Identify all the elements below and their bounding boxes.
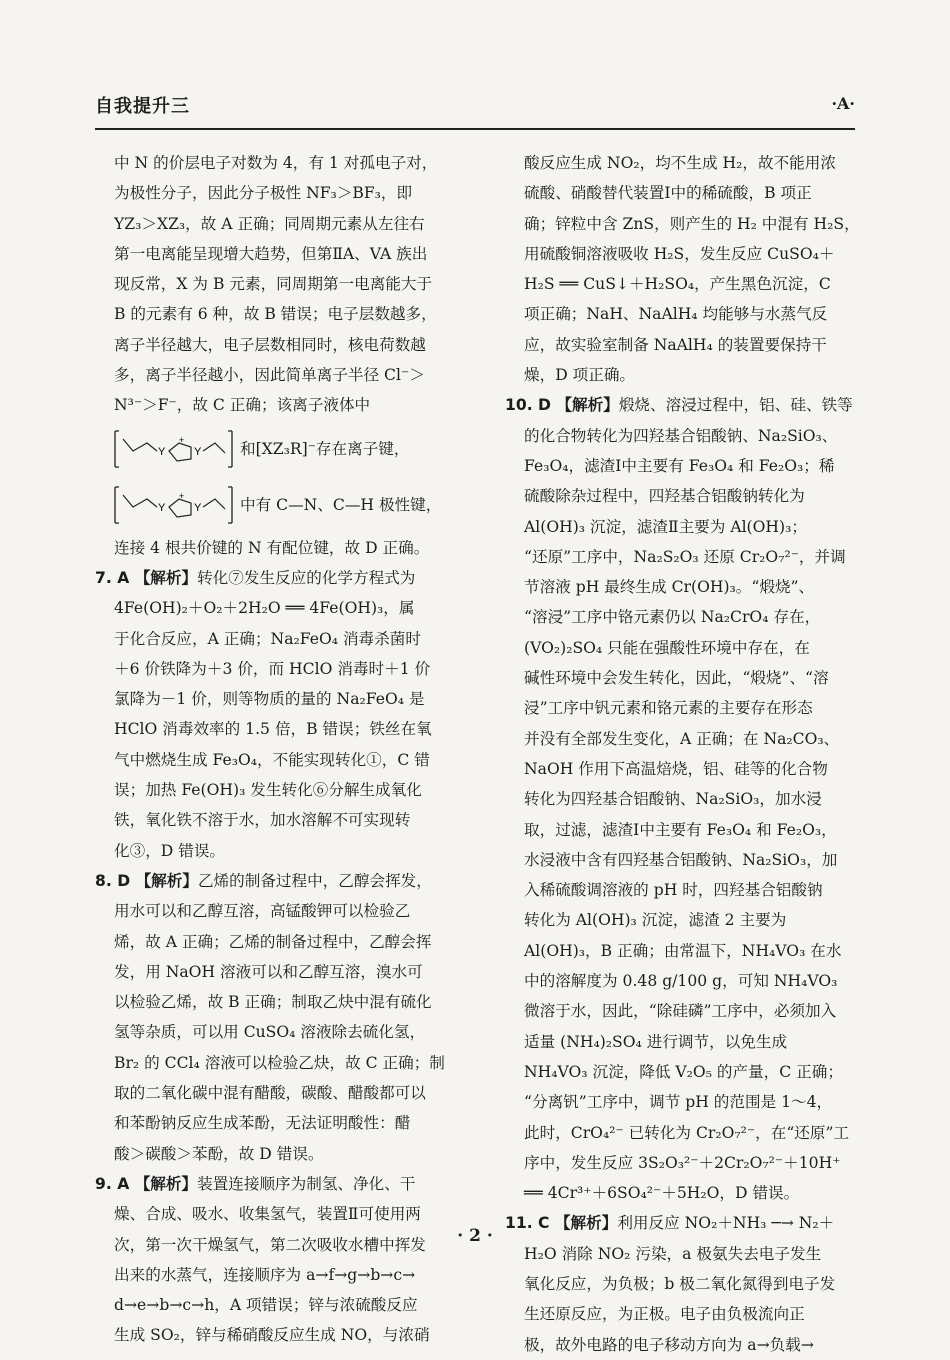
answer-text: 煅烧、溶浸过程中，铝、硅、铁等 bbox=[618, 396, 853, 415]
text-line: 以检验乙烯，故 B 正确；制取乙炔中混有硫化 bbox=[114, 993, 432, 1012]
answer-label: 7. A 【解析】 bbox=[95, 568, 198, 587]
svg-text:Y: Y bbox=[194, 445, 202, 458]
text-line: 生还原反应，为正极。电子由负极流向正 bbox=[524, 1305, 805, 1324]
answer-7-first-line bbox=[95, 563, 475, 593]
ionic-liquid-structure-2 bbox=[95, 477, 475, 533]
text-line: H₂S ══ CuS↓＋H₂SO₄，产生黑色沉淀，C bbox=[524, 275, 831, 294]
text-line: NaOH 作用下高温焙烧，铝、硅等的化合物 bbox=[524, 759, 828, 778]
text-line: 气中燃烧生成 Fe₃O₄，不能实现转化①，C 错 bbox=[114, 750, 430, 769]
text-line: Br₂ 的 CCl₄ 溶液可以检验乙炔，故 C 正确；制 bbox=[114, 1053, 445, 1072]
text-line: 发，用 NaOH 溶液可以和乙醇互溶，溴水可 bbox=[114, 962, 423, 981]
answer-9-first-line bbox=[95, 1169, 475, 1199]
text-line: 酸＞碳酸＞苯酚，故 D 错误。 bbox=[114, 1144, 324, 1163]
text-line: 误；加热 Fe(OH)₃ 发生转化⑥分解生成氧化 bbox=[114, 781, 422, 800]
answer-text: 乙烯的制备过程中，乙醇会挥发， bbox=[197, 871, 432, 890]
text-line: 化③，D 错误。 bbox=[114, 841, 226, 860]
text-line: 硫酸、硝酸替代装置Ⅰ中的稀硫酸，B 项正 bbox=[524, 184, 812, 203]
text-line: 适量 (NH₄)₂SO₄ 进行调节，以免生成 bbox=[524, 1032, 788, 1051]
cation-structure-diagram bbox=[111, 425, 236, 473]
svg-text:+: + bbox=[179, 434, 185, 445]
answer-label: 10. D 【解析】 bbox=[505, 396, 619, 415]
text-line: N³⁻＞F⁻，故 C 正确；该离子液体中 bbox=[114, 396, 371, 415]
text-line: H₂O 消除 NO₂ 污染，a 极氨失去电子发生 bbox=[524, 1244, 822, 1263]
text-line: 现反常，X 为 B 元素，同周期第一电离能大于 bbox=[114, 275, 433, 294]
text-line: 铁，氧化铁不溶于水，加水溶解不可实现转 bbox=[114, 811, 411, 830]
answer-text: 转化⑦发生反应的化学方程式为 bbox=[197, 568, 416, 587]
text-line: Fe₃O₄，滤渣Ⅰ中主要有 Fe₃O₄ 和 Fe₂O₃；稀 bbox=[524, 456, 835, 475]
text-line: 出来的水蒸气，连接顺序为 a→f→g→b→c→ bbox=[114, 1265, 416, 1284]
text-line: 燥，D 项正确。 bbox=[524, 366, 636, 385]
text-line: 燥、合成、吸水、收集氢气，装置Ⅱ可使用两 bbox=[114, 1205, 421, 1224]
text-line: “溶浸”工序中铬元素仍以 Na₂CrO₄ 存在， bbox=[524, 608, 821, 627]
svg-text:Y: Y bbox=[158, 501, 166, 514]
text-line: 节溶液 pH 最终生成 Cr(OH)₃。“煅烧”、 bbox=[524, 578, 815, 597]
text-line: YZ₃＞XZ₃，故 A 正确；同周期元素从左往右 bbox=[114, 214, 425, 233]
text-line: 的化合物转化为四羟基合铝酸钠、Na₂SiO₃、 bbox=[524, 426, 838, 445]
text-line: ＋6 价铁降为＋3 价，而 HClO 消毒时＋1 价 bbox=[114, 659, 431, 678]
text-line: 多，离子半径越小，因此简单离子半径 Cl⁻＞ bbox=[114, 366, 425, 385]
text-line: 序中，发生反应 3S₂O₃²⁻＋2Cr₂O₇²⁻＋10H⁺ bbox=[524, 1153, 841, 1172]
text-line: (VO₂)₂SO₄ 只能在强酸性环境中存在，在 bbox=[524, 638, 810, 657]
answer-text: 利用反应 NO₂＋NH₃ ─→ N₂＋ bbox=[617, 1214, 835, 1233]
text-line: 项正确；NaH、NaAlH₄ 均能够与水蒸气反 bbox=[524, 305, 828, 324]
page-number: · 2 · bbox=[457, 1226, 493, 1246]
left-block1 bbox=[95, 148, 475, 421]
text-line: B 的元素有 6 种，故 B 错误；电子层数越多， bbox=[114, 305, 437, 324]
text-line: 用水可以和乙醇互溶，高锰酸钾可以检验乙 bbox=[114, 902, 411, 921]
text-line: 中 N 的价层电子对数为 4，有 1 对孤电子对， bbox=[114, 154, 438, 172]
text-line: 入稀硫酸调溶液的 pH 时，四羟基合铝酸钠 bbox=[524, 881, 823, 900]
text-line: Al(OH)₃，B 正确；由常温下，NH₄VO₃ 在水 bbox=[524, 941, 842, 960]
text-line: 中的溶解度为 0.48 g/100 g，可知 NH₄VO₃ bbox=[524, 972, 838, 991]
left-column bbox=[95, 148, 475, 1351]
text-line: 次，第一次干燥氢气，第二次吸收水槽中挥发 bbox=[114, 1235, 426, 1254]
text-line: 酸反应生成 NO₂，均不生成 H₂，故不能用浓 bbox=[524, 154, 836, 172]
header-divider bbox=[95, 128, 855, 130]
text-line: HClO 消毒效率的 1.5 倍，B 错误；铁丝在氧 bbox=[114, 720, 432, 739]
text-line: 烯，故 A 正确；乙烯的制备过程中，乙醇会挥 bbox=[114, 932, 432, 951]
answer-10-first-line bbox=[505, 390, 860, 420]
text-line: 转化为四羟基合铝酸钠、Na₂SiO₃，加水浸 bbox=[524, 790, 822, 809]
page-header bbox=[95, 92, 855, 122]
answer-label: 8. D 【解析】 bbox=[95, 871, 198, 890]
text-line: NH₄VO₃ 沉淀，降低 V₂O₅ 的产量，C 正确； bbox=[524, 1062, 843, 1081]
right-block1 bbox=[505, 148, 860, 390]
text-line: 离子半径越大，电子层数相同时，核电荷数越 bbox=[114, 335, 426, 354]
text-line: 为极性分子，因此分子极性 NF₃＞BF₃，即 bbox=[114, 184, 413, 203]
answer-text: 装置连接顺序为制氢、净化、干 bbox=[197, 1174, 416, 1193]
text-line: 第一电离能呈现增大趋势，但第ⅡA、VA 族出 bbox=[114, 244, 428, 263]
svg-text:+: + bbox=[179, 490, 185, 501]
text-line: 生成 SO₂，锌与稀硝酸反应生成 NO，与浓硝 bbox=[114, 1326, 430, 1345]
text-line: 氧化反应，为负极；b 极二氧化氮得到电子发 bbox=[524, 1274, 836, 1293]
text-line: 浸”工序中钒元素和铬元素的主要存在形态 bbox=[524, 699, 813, 718]
svg-text:Y: Y bbox=[194, 501, 202, 514]
text-line: 氢等杂质，可以用 CuSO₄ 溶液除去硫化氢， bbox=[114, 1023, 426, 1042]
text-line: 确；锌粒中含 ZnS，则产生的 H₂ 中混有 H₂S， bbox=[524, 214, 860, 233]
right-column bbox=[505, 148, 860, 1360]
text-line: 连接 4 根共价键的 N 有配位键，故 D 正确。 bbox=[114, 538, 430, 557]
text-line: “还原”工序中，Na₂S₂O₃ 还原 Cr₂O₇²⁻，并调 bbox=[524, 547, 846, 566]
answer-label: 11. C 【解析】 bbox=[505, 1214, 618, 1233]
text-line: d→e→b→c→h，A 项错误；锌与浓硫酸反应 bbox=[114, 1296, 418, 1315]
text-line: 取，过滤，滤渣Ⅰ中主要有 Fe₃O₄ 和 Fe₂O₃， bbox=[524, 820, 837, 839]
text-line: 碱性环境中会发生转化，因此，“煅烧”、“溶 bbox=[524, 669, 829, 688]
text-line: 极，故外电路的电子移动方向为 a→负载→ bbox=[524, 1335, 814, 1354]
answer-8 bbox=[95, 866, 475, 1169]
text-line: Al(OH)₃ 沉淀，滤渣Ⅱ主要为 Al(OH)₃； bbox=[524, 517, 807, 536]
text-line: 水浸液中含有四羟基合铝酸钠、Na₂SiO₃，加 bbox=[524, 850, 838, 869]
text-line: 应，故实验室制备 NaAlH₄ 的装置要保持干 bbox=[524, 335, 827, 354]
cation-structure-diagram bbox=[111, 481, 236, 529]
text-line: 微溶于水，因此，“除硅磷”工序中，必须加入 bbox=[524, 1002, 837, 1021]
text-line: “分离钒”工序中，调节 pH 的范围是 1～4， bbox=[524, 1093, 833, 1112]
header-mark: ·A· bbox=[831, 94, 855, 113]
text-line: 转化为 Al(OH)₃ 沉淀，滤渣 2 主要为 bbox=[524, 911, 787, 930]
structure-2-caption: 中有 C—N、C—H 极性键， bbox=[240, 495, 442, 514]
answer-7 bbox=[95, 563, 475, 866]
text-line: ══ 4Cr³⁺＋6SO₄²⁻＋5H₂O，D 错误。 bbox=[524, 1184, 800, 1203]
text-line: 用硫酸铜溶液吸收 H₂S，发生反应 CuSO₄＋ bbox=[524, 244, 835, 263]
ionic-liquid-structure-1 bbox=[95, 421, 475, 477]
answer-10 bbox=[505, 390, 860, 1208]
text-line: 4Fe(OH)₂＋O₂＋2H₂O ══ 4Fe(OH)₃，属 bbox=[114, 599, 415, 618]
structure-1-caption: 和[XZ₃R]⁻存在离子键， bbox=[240, 439, 410, 458]
answer-label: 9. A 【解析】 bbox=[95, 1174, 198, 1193]
svg-text:Y: Y bbox=[158, 445, 166, 458]
text-line: 于化合反应，A 正确；Na₂FeO₄ 消毒杀菌时 bbox=[114, 629, 421, 648]
text-line: 和苯酚钠反应生成苯酚，无法证明酸性：醋 bbox=[114, 1114, 411, 1133]
text-line: 此时，CrO₄²⁻ 已转化为 Cr₂O₇²⁻，在“还原”工 bbox=[524, 1123, 850, 1142]
answer-9 bbox=[95, 1169, 475, 1351]
header-title: 自我提升三 bbox=[95, 96, 190, 117]
text-line: 并没有全部发生变化，A 正确；在 Na₂CO₃、 bbox=[524, 729, 840, 748]
text-line: 硫酸除杂过程中，四羟基合铝酸钠转化为 bbox=[524, 487, 805, 506]
answer-8-first-line bbox=[95, 866, 475, 896]
text-line: 取的二氧化碳中混有醋酸，碳酸、醋酸都可以 bbox=[114, 1084, 426, 1103]
text-line: 氯降为－1 价，则等物质的量的 Na₂FeO₄ 是 bbox=[114, 690, 425, 709]
